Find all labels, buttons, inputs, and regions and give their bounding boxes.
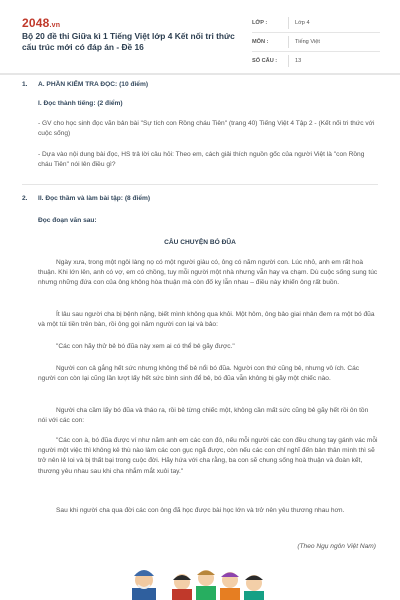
story-paragraph: Người cha cầm lấy bó đũa và tháo ra, rồi bẻ từng chiếc một, không cần mất sức cũng bẻ gãy hết rồi ôn tồn nói với các con: bbox=[38, 407, 369, 425]
section-number: 1. bbox=[22, 81, 28, 88]
story-paragraph: Người con cả gắng hết sức nhưng không thể bẻ nổi bó đũa. Người con thứ cũng bẻ, nhưng vô ích. Các người con còn lại cũng lần lượt lấy hết sức bình sinh để bẻ, bó đũa vẫn không bị gãy một chiếc nào. bbox=[38, 365, 360, 383]
section-title: A. PHẦN KIỂM TRA ĐỌC: (10 điểm) bbox=[38, 81, 149, 88]
story-paragraph: Ngày xưa, trong một ngôi làng nọ có một người giàu có, ông có năm người con. Lúc nhỏ, anh em rất hoà thuận. Khi lớn lên, anh có vợ, em có chồng, tuy mỗi người một nhà nhưng vẫn hay va chạm. Dù cuộc sống sung túc nhưng những đứa con của ông không hòa thuận mà còn đố kỵ lẫn nhau – điều này khiến ông rất buồn. bbox=[38, 259, 378, 287]
meta-label: SỐ CÂU : bbox=[252, 58, 278, 64]
logo-suffix: .vn bbox=[49, 22, 61, 29]
subsection-title: I. Đọc thành tiếng: (2 điểm) bbox=[38, 100, 123, 107]
son-figure bbox=[172, 574, 192, 600]
story-paragraph: "Các con hãy thử bẻ bó đũa này xem ai có thể bẻ gãy được." bbox=[56, 343, 235, 350]
meta-value: Lớp 4 bbox=[295, 20, 310, 26]
story-title: CÂU CHUYỆN BÓ ĐŨA bbox=[164, 239, 236, 246]
meta-separator bbox=[288, 36, 289, 48]
son-figure bbox=[244, 575, 264, 600]
son-figure bbox=[220, 572, 240, 600]
story-illustration bbox=[120, 558, 280, 600]
meta-label: LỚP : bbox=[252, 20, 268, 26]
document-header bbox=[0, 0, 400, 70]
meta-value: 13 bbox=[295, 58, 302, 64]
instruction-paragraph: - Dựa vào nội dung bài đọc, HS trả lời câu hỏi: Theo em, cách giải thích nguồn gốc của người Việt là "con Rồng cháu Tiên" nói lên điều gì? bbox=[38, 151, 365, 169]
section-divider bbox=[22, 184, 378, 185]
header-divider bbox=[0, 73, 400, 75]
meta-table bbox=[252, 14, 380, 70]
subsection-title: Đọc đoạn văn sau: bbox=[38, 217, 97, 224]
section-title: II. Đọc thầm và làm bài tập: (8 điểm) bbox=[38, 195, 151, 202]
meta-row-question-count bbox=[252, 52, 380, 70]
instruction-paragraph: - GV cho học sinh đọc văn bản bài "Sự tích con Rồng cháu Tiên" (trang 40) Tiếng Việt 4 Tập 2 - (Kết nối tri thức với cuộc sống) bbox=[38, 120, 375, 138]
story-source: (Theo Ngụ ngôn Việt Nam) bbox=[297, 543, 376, 550]
logo-main: 2048 bbox=[22, 16, 50, 30]
meta-separator bbox=[288, 55, 289, 67]
story-paragraph: Sau khi người cha qua đời các con ông đã học được bài học lớn và trở nên yêu thương nhau hơn. bbox=[56, 507, 345, 514]
site-logo[interactable] bbox=[22, 16, 60, 30]
meta-label: MÔN : bbox=[252, 39, 269, 45]
meta-row-grade bbox=[252, 14, 380, 33]
section-number: 2. bbox=[22, 195, 28, 202]
document-title: Bộ 20 đề thi Giữa kì 1 Tiếng Việt lớp 4 Kết nối tri thức cấu trúc mới có đáp án - Đề 16 bbox=[22, 31, 235, 52]
meta-separator bbox=[288, 17, 289, 29]
story-paragraph: Ít lâu sau người cha bị bệnh nặng, biết mình không qua khỏi. Một hôm, ông bảo giai nhân đem ra một bó đũa và một túi tiền trên bàn, rồi ông gọi năm người con lại và bảo: bbox=[38, 311, 375, 329]
father-figure bbox=[132, 570, 156, 600]
son-figure bbox=[196, 570, 216, 600]
meta-value: Tiếng Việt bbox=[295, 39, 320, 45]
meta-row-subject bbox=[252, 33, 380, 52]
story-paragraph: "Các con à, bó đũa được ví như năm anh em các con đó, nếu mỗi người các con đều chung tay gánh vác mỗi người một việc thì không kẻ thù nào làm các con gục ngã được, còn nếu các con chỉ nghĩ đến bản thân mình thì sẽ trở nên lẻ loi và bị thất bại trong cuộc đời. Hãy hứa với cha rằng, ba con sẽ chung sống hoà thuận và đoàn kết, thương yêu nhau sau khi cha nhắm mắt xuôi tay." bbox=[38, 437, 378, 475]
